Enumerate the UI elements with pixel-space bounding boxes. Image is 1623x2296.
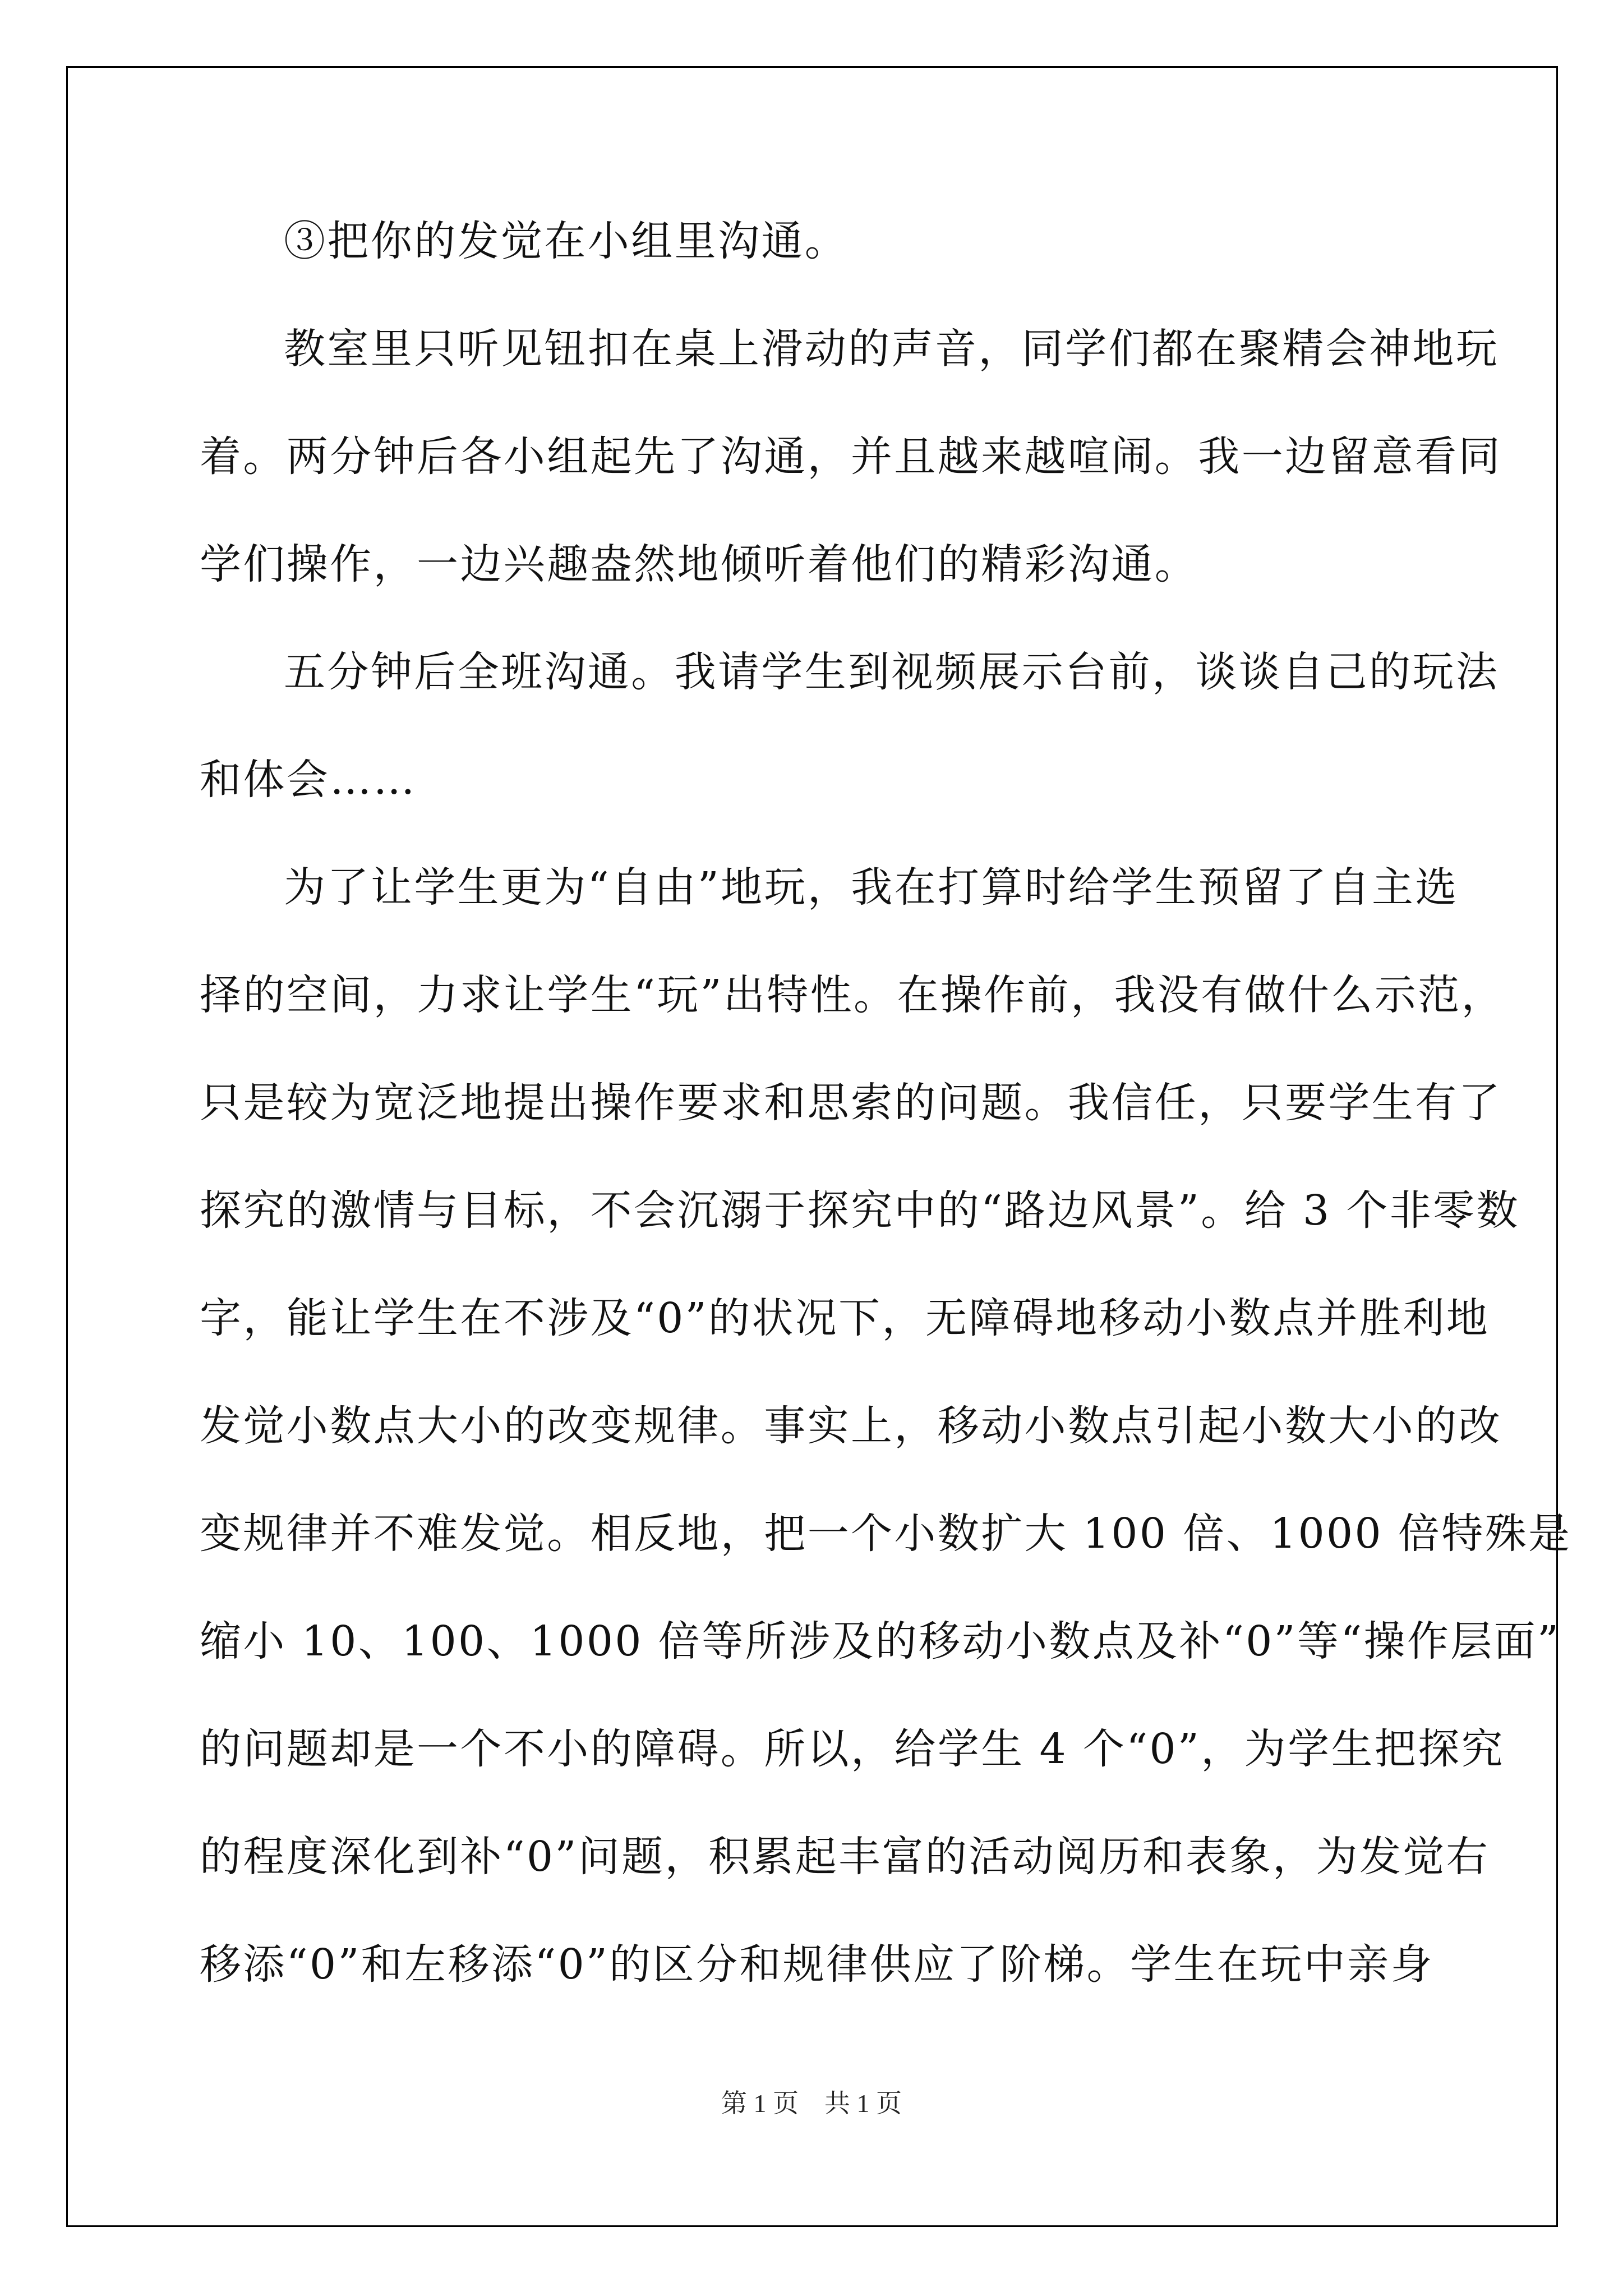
paragraph-line: 着。两分钟后各小组起先了沟通，并且越来越喧闹。我一边留意看同 (200, 432, 1502, 481)
paragraph-line: 变规律并不难发觉。相反地，把一个小数扩大 100 倍、1000 倍特殊是 (200, 1510, 1572, 1558)
paragraph-line: 缩小 10、100、1000 倍等所涉及的移动小数点及补“0”等“操作层面” (200, 1617, 1561, 1665)
paragraph-line: 发觉小数点大小的改变规律。事实上，移动小数点引起小数大小的改 (200, 1402, 1502, 1450)
page-footer: 第 1 页 共 1 页 (721, 2089, 902, 2118)
paragraph-line: 和体会…… (200, 756, 417, 804)
paragraph-line: 的程度深化到补“0”问题，积累起丰富的活动阅历和表象，为发觉右 (200, 1833, 1490, 1881)
paragraph-line: 只是较为宽泛地提出操作要求和思索的问题。我信任，只要学生有了 (200, 1079, 1502, 1127)
paragraph-line: 教室里只听见钮扣在桌上滑动的声音，同学们都在聚精会神地玩 (284, 325, 1500, 373)
paragraph-line: 学们操作，一边兴趣盎然地倾听着他们的精彩沟通。 (200, 540, 1198, 588)
paragraph-line: 五分钟后全班沟通。我请学生到视频展示台前，谈谈自己的玩法 (284, 648, 1500, 696)
paragraph-line: 移添“0”和左移添“0”的区分和规律供应了阶梯。学生在玩中亲身 (200, 1940, 1434, 1989)
paragraph-line: 为了让学生更为“自由”地玩，我在打算时给学生预留了自主选 (284, 863, 1459, 912)
paragraph-line: 探究的激情与目标，不会沉溺于探究中的“路边风景”。给 3 个非零数 (200, 1186, 1520, 1235)
document-body (200, 208, 1572, 2039)
paragraph-line: 的问题却是一个不小的障碍。所以，给学生 4 个“0”，为学生把探究 (200, 1725, 1505, 1773)
paragraph-line: ③把你的发觉在小组里沟通。 (284, 217, 849, 265)
paragraph-line: 择的空间，力求让学生“玩”出特性。在操作前，我没有做什么示范， (200, 971, 1505, 1019)
paragraph-line: 字，能让学生在不涉及“0”的状况下，无障碍地移动小数点并胜利地 (200, 1294, 1490, 1342)
